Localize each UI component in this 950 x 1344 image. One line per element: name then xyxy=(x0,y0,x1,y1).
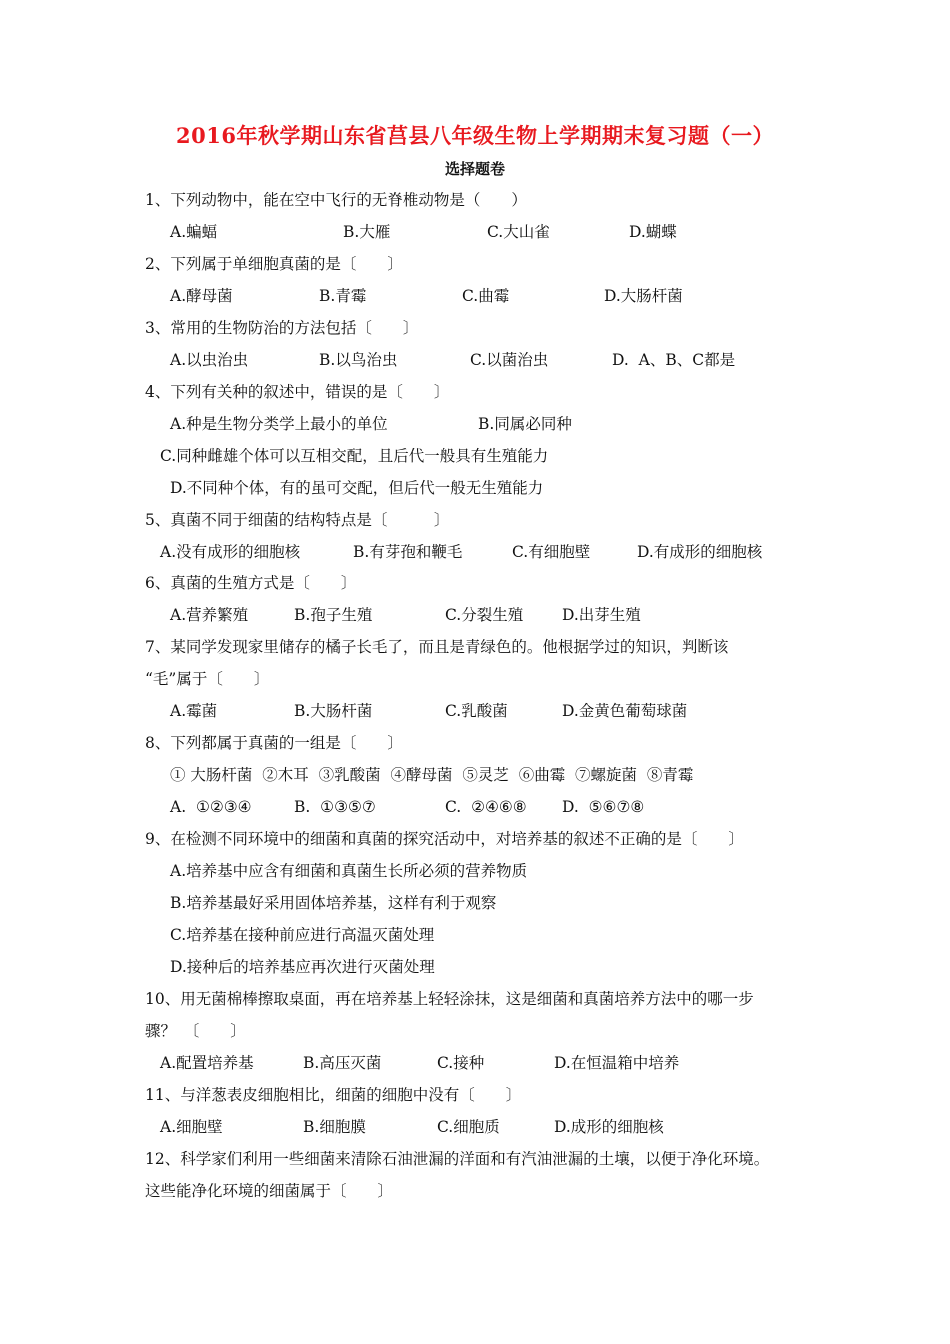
question-11-stem: 11、与洋葱表皮细胞相比，细菌的细胞中没有〔 〕 xyxy=(145,1086,522,1104)
question-1-option-a: A.蝙蝠 xyxy=(170,223,218,241)
question-4-option-d: D.不同种个体，有的虽可交配，但后代一般无生殖能力 xyxy=(170,479,544,497)
question-2-stem: 2、下列属于单细胞真菌的是〔 〕 xyxy=(145,255,403,273)
question-10-option-b: B.高压灭菌 xyxy=(303,1054,382,1072)
question-8-option-b: B. ①③⑤⑦ xyxy=(294,798,376,816)
question-11-option-b: B.细胞膜 xyxy=(303,1118,366,1136)
question-7-option-d: D.金黄色葡萄球菌 xyxy=(562,702,688,720)
question-6-stem: 6、真菌的生殖方式是〔 〕 xyxy=(145,574,357,592)
question-5-option-b: B.有芽孢和鞭毛 xyxy=(353,543,463,561)
question-9-option-c: C.培养基在接种前应进行高温灭菌处理 xyxy=(170,926,435,944)
question-9-option-d: D.接种后的培养基应再次进行灭菌处理 xyxy=(170,958,435,976)
document-title: 2016年秋学期山东省莒县八年级生物上学期期末复习题（一） xyxy=(176,123,774,148)
question-8-items: ① 大肠杆菌 ②木耳 ③乳酸菌 ④酵母菌 ⑤灵芝 ⑥曲霉 ⑦螺旋菌 ⑧青霉 xyxy=(170,766,694,784)
question-1-option-c: C.大山雀 xyxy=(487,223,550,241)
question-3-stem: 3、常用的生物防治的方法包括〔 〕 xyxy=(145,319,419,337)
question-5-option-c: C.有细胞壁 xyxy=(512,543,591,561)
question-4-option-a: A.种是生物分类学上最小的单位 xyxy=(170,415,388,433)
question-9-option-b: B.培养基最好采用固体培养基，这样有利于观察 xyxy=(170,894,497,912)
question-1-option-d: D.蝴蝶 xyxy=(629,223,677,241)
question-7-stem: 7、某同学发现家里储存的橘子长毛了，而且是青绿色的。他根据学过的知识，判断该 xyxy=(145,638,729,656)
question-5-option-a: A.没有成形的细胞核 xyxy=(160,543,301,561)
question-3-option-d: D. A、B、C都是 xyxy=(612,351,736,369)
question-5-stem: 5、真菌不同于细菌的结构特点是〔 〕 xyxy=(145,511,450,529)
question-8-option-a: A. ①②③④ xyxy=(170,798,252,816)
question-4-option-b: B.同属必同种 xyxy=(478,415,572,433)
question-4-option-c: C.同种雌雄个体可以互相交配，且后代一般具有生殖能力 xyxy=(160,447,549,465)
question-10-option-a: A.配置培养基 xyxy=(160,1054,254,1072)
question-11-option-d: D.成形的细胞核 xyxy=(554,1118,664,1136)
question-10-option-d: D.在恒温箱中培养 xyxy=(554,1054,680,1072)
question-7-option-c: C.乳酸菌 xyxy=(445,702,508,720)
question-6-option-a: A.营养繁殖 xyxy=(170,606,249,624)
question-3-option-b: B.以鸟治虫 xyxy=(319,351,398,369)
question-5-option-d: D.有成形的细胞核 xyxy=(637,543,763,561)
question-1-stem: 1、下列动物中，能在空中飞行的无脊椎动物是（ ） xyxy=(145,191,527,209)
question-10-stem-continued: 骤？ 〔 〕 xyxy=(145,1022,246,1040)
question-2-option-d: D.大肠杆菌 xyxy=(604,287,683,305)
question-6-option-c: C.分裂生殖 xyxy=(445,606,524,624)
question-2-option-b: B.青霉 xyxy=(319,287,367,305)
question-8-option-d: D. ⑤⑥⑦⑧ xyxy=(562,798,645,816)
question-6-option-b: B.孢子生殖 xyxy=(294,606,373,624)
question-7-stem-continued: “毛”属于〔 〕 xyxy=(145,670,270,688)
question-10-stem: 10、用无菌棉棒擦取桌面，再在培养基上轻轻涂抹，这是细菌和真菌培养方法中的哪一步 xyxy=(145,990,754,1008)
question-11-option-a: A.细胞壁 xyxy=(160,1118,223,1136)
question-3-option-c: C.以菌治虫 xyxy=(470,351,549,369)
question-9-stem: 9、在检测不同环境中的细菌和真菌的探究活动中，对培养基的叙述不正确的是〔 〕 xyxy=(145,830,744,848)
question-2-option-c: C.曲霉 xyxy=(462,287,510,305)
question-3-option-a: A.以虫治虫 xyxy=(170,351,249,369)
question-4-stem: 4、下列有关种的叙述中，错误的是〔 〕 xyxy=(145,383,450,401)
question-9-option-a: A.培养基中应含有细菌和真菌生长所必须的营养物质 xyxy=(170,862,528,880)
question-1-option-b: B.大雁 xyxy=(343,223,391,241)
question-6-option-d: D.出芽生殖 xyxy=(562,606,641,624)
question-2-option-a: A.酵母菌 xyxy=(170,287,233,305)
question-8-option-c: C. ②④⑥⑧ xyxy=(445,798,527,816)
question-8-stem: 8、下列都属于真菌的一组是〔 〕 xyxy=(145,734,403,752)
question-12-stem-continued: 这些能净化环境的细菌属于〔 〕 xyxy=(145,1182,394,1200)
question-10-option-c: C.接种 xyxy=(437,1054,485,1072)
question-12-stem: 12、科学家们利用一些细菌来清除石油泄漏的洋面和有汽油泄漏的土壤，以便于净化环境。 xyxy=(145,1150,770,1168)
document-subtitle: 选择题卷 xyxy=(444,160,505,178)
question-7-option-a: A.霉菌 xyxy=(170,702,218,720)
question-7-option-b: B.大肠杆菌 xyxy=(294,702,373,720)
question-11-option-c: C.细胞质 xyxy=(437,1118,500,1136)
